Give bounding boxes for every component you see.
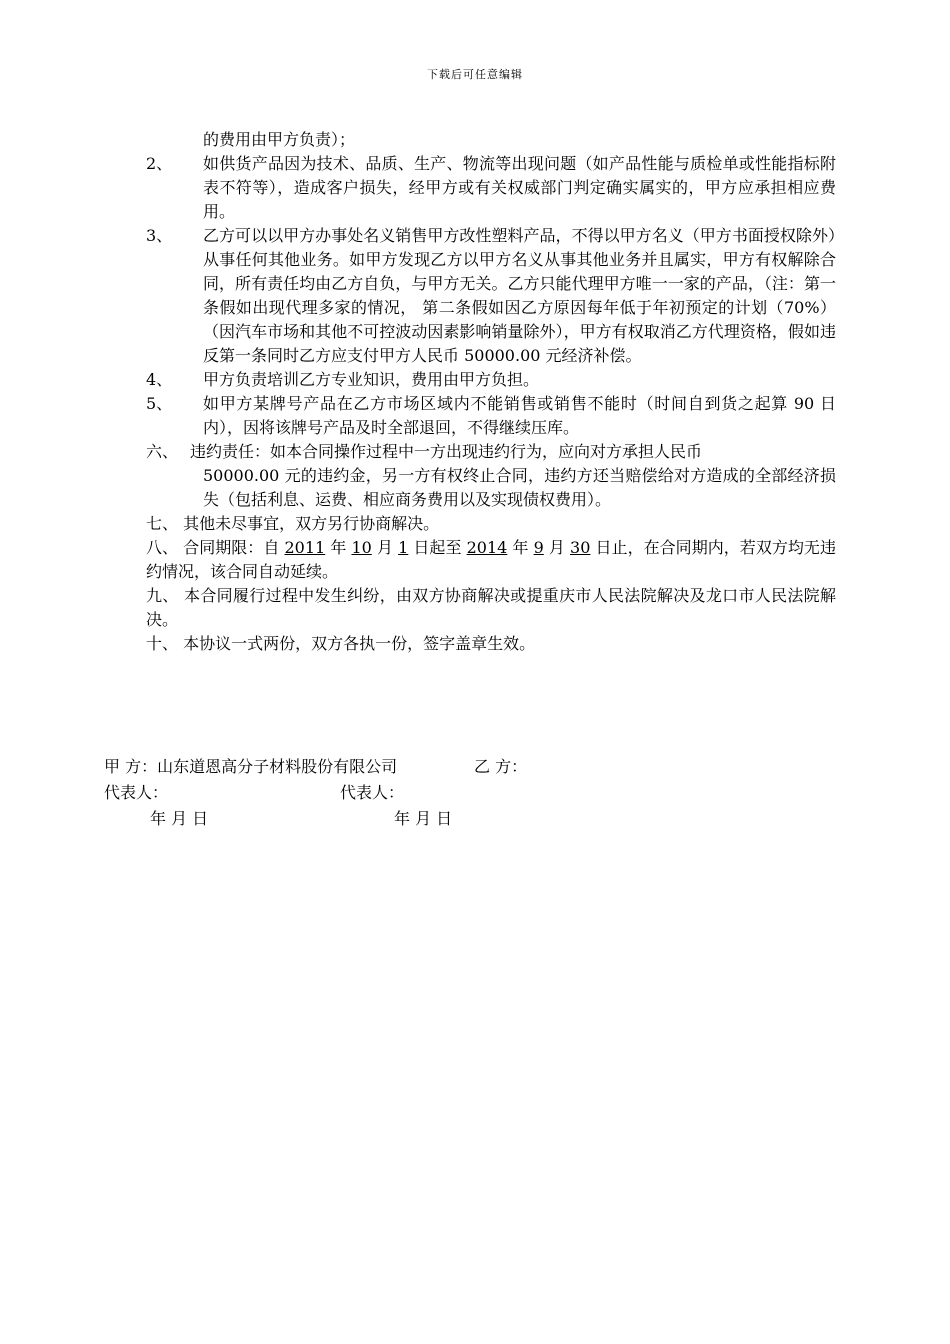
contract-body — [146, 128, 836, 656]
start-month: 10 — [351, 538, 372, 557]
article-9: 九、 本合同履行过程中发生纠纷，由双方协商解决或提重庆市人民法院解决及龙口市人民法院解决。 — [146, 586, 836, 629]
term-text: 年 — [325, 538, 352, 557]
end-month: 9 — [533, 538, 544, 557]
term-prefix: 八、 合同期限：自 — [146, 538, 285, 557]
clause-text: 甲方负责培训乙方专业知识，费用由甲方负担。 — [203, 370, 540, 389]
term-text: 月 — [543, 538, 571, 557]
article-7: 七、 其他未尽事宜，双方另行协商解决。 — [146, 514, 440, 533]
representative-a-label: 代表人： — [104, 783, 169, 802]
article-text-rest: 50000.00 元的违约金，另一方有权终止合同，违约方还当赔偿给对方造成的全部经济损失（包括利息、运费、相应商务费用以及实现债权费用）。 — [203, 466, 836, 509]
clause-number: 2、 — [146, 154, 173, 173]
clause-text: 乙方可以以甲方办事处名义销售甲方改性塑料产品，不得以甲方名义（甲方书面授权除外）从事任何其他业务。如甲方发现乙方以甲方名义从事其他业务并且属实，甲方有权解除合同，所有责任均由乙方自负，与甲方无关。乙方只能代理甲方唯一一家的产品，（注：第一条假如出现代理多家的情况， 第二条假如因乙方原因每年低于年初预定的计划（70%）（因汽车市场和其他不可控波动因素影响销量除外），甲方有权取消乙方代理资格，假如违反第一条同时乙方应支付甲方人民币 50000.00 元经济补偿。 — [203, 226, 836, 365]
date-a-label: 年 月 日 — [150, 809, 209, 828]
term-text: 日起至 — [408, 538, 467, 557]
term-text: 年 — [507, 538, 534, 557]
start-year: 2011 — [284, 538, 326, 557]
start-day: 1 — [398, 538, 409, 557]
clause-item-3 — [146, 224, 836, 368]
clause-item-4 — [146, 368, 836, 392]
end-day: 30 — [570, 538, 591, 557]
clause-number: 3、 — [146, 226, 173, 245]
signature-block — [104, 754, 804, 832]
date-row — [104, 806, 804, 832]
clause-number: 5、 — [146, 394, 173, 413]
clause-text: 如供货产品因为技术、品质、生产、物流等出现问题（如产品性能与质检单或性能指标附表不符等），造成客户损失，经甲方或有关权威部门判定确实属实的，甲方应承担相应费用。 — [203, 154, 836, 221]
article-6 — [146, 440, 836, 464]
header-note: 下载后可任意编辑 — [427, 68, 523, 81]
term-text: 月 — [371, 538, 399, 557]
clause-item-2 — [146, 152, 836, 224]
article-text-first: 违约责任：如本合同操作过程中一方出现违约行为，应向对方承担人民币 — [190, 442, 703, 461]
party-row — [104, 754, 804, 780]
clause-item-5 — [146, 392, 836, 440]
term-suffix: 日止，在合同期内，若双方均无违约情况，该合同自动延续。 — [146, 538, 836, 581]
party-a-label: 甲 方：山东道恩高分子材料股份有限公司 — [104, 757, 398, 776]
clause-number: 4、 — [146, 370, 173, 389]
article-number: 六、 — [146, 442, 179, 461]
party-b-label: 乙 方： — [474, 757, 528, 776]
article-8 — [146, 536, 836, 584]
end-year: 2014 — [466, 538, 508, 557]
clause-text: 如甲方某牌号产品在乙方市场区域内不能销售或销售不能时（时间自到货之起算 90 日内），因将该牌号产品及时全部退回，不得继续压库。 — [203, 394, 836, 437]
article-10: 十、 本协议一式两份，双方各执一份，签字盖章生效。 — [146, 634, 536, 653]
representative-row — [104, 780, 804, 806]
date-b-label: 年 月 日 — [394, 809, 453, 828]
continued-line: 的费用由甲方负责）； — [203, 130, 356, 149]
representative-b-label: 代表人： — [340, 783, 405, 802]
